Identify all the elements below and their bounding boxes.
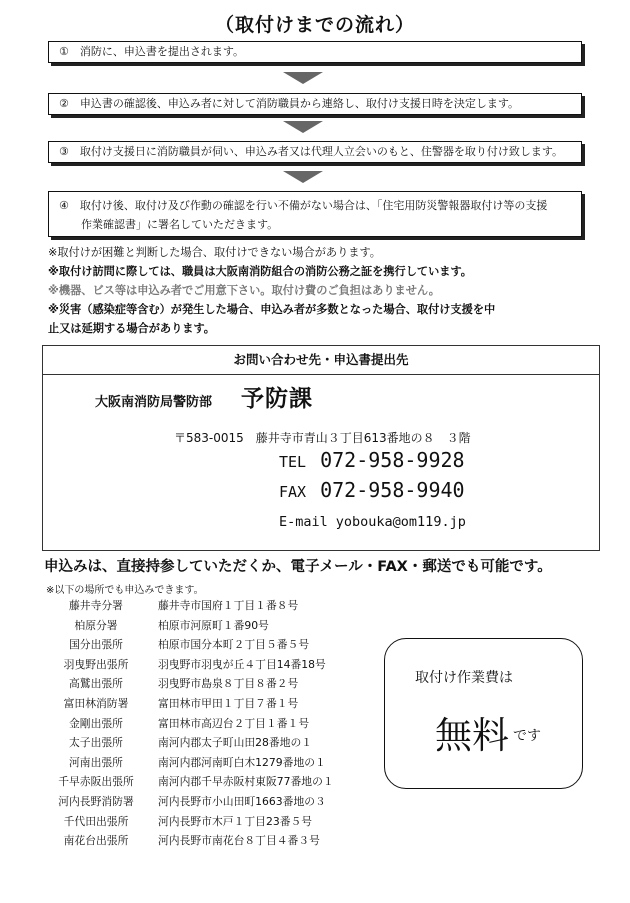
office-address: 富田林市高辺台２丁目１番１号 xyxy=(158,716,310,730)
flow-step-1 xyxy=(48,41,582,63)
flow-step-4-text-line-2: 作業確認書」に署名していただきます。 xyxy=(59,218,279,231)
fee-label: 取付け作業費は xyxy=(415,670,513,686)
fax-line xyxy=(279,478,465,502)
page-title: （取付けまでの流れ） xyxy=(214,14,415,36)
office-name: 河内長野消防署 xyxy=(58,794,134,808)
fee-desu: です xyxy=(513,728,541,744)
flow-step-2-text: ② 申込書の確認後、申込み者に対して消防職員から連絡し、取付け支援日時を決定します。 xyxy=(59,97,519,110)
flow-step-2 xyxy=(48,93,582,115)
office-address: 河内長野市南花台８丁目４番３号 xyxy=(158,834,320,848)
office-name: 千代田出張所 xyxy=(63,814,129,828)
note-2: ※取付け訪問に際しては、職員は大阪南消防組合の消防公務之証を携行しています。 xyxy=(48,265,472,278)
flow-step-4-text-line-1: ④ 取付け後、取付け及び作動の確認を行い不備がない場合は、「住宅用防災警報器取付け等の支援 xyxy=(59,199,548,212)
office-address: 河内長野市木戸１丁目23番５号 xyxy=(158,814,313,828)
section-name: 予防課 xyxy=(241,386,313,412)
application-method: 申込みは、直接持参していただくか、電子メール・FAX・郵送でも可能です。 xyxy=(44,559,552,575)
office-name: 千早赤阪出張所 xyxy=(58,775,134,789)
email-address[interactable]: yobouka@om119.jp xyxy=(335,514,466,530)
office-address: 柏原市国分本町２丁目５番５号 xyxy=(158,638,310,652)
office-name: 南花台出張所 xyxy=(63,834,129,848)
office-address: 柏原市河原町１番90号 xyxy=(158,618,269,632)
flow-step-4 xyxy=(48,191,582,237)
down-arrow-icon xyxy=(283,72,323,84)
department-name: 大阪南消防局警防部 xyxy=(95,395,213,410)
office-address: 南河内郡河南町白木1279番地の１ xyxy=(158,755,326,769)
office-address: 富田林市甲田１丁目７番１号 xyxy=(158,696,299,710)
office-name: 高鷲出張所 xyxy=(69,677,123,691)
office-name: 藤井寺分署 xyxy=(69,599,123,612)
office-address: 南河内郡千早赤阪村東阪77番地の１ xyxy=(158,775,334,789)
contact-address: 〒583-0015 藤井寺市青山３丁目613番地の８ ３階 xyxy=(174,431,471,445)
email-label: E-mail xyxy=(279,514,328,530)
office-address: 南河内郡太子町山田28番地の１ xyxy=(158,736,313,750)
office-address: 河内長野市小山田町1663番地の３ xyxy=(158,794,326,808)
fee-box xyxy=(384,638,583,789)
down-arrow-icon xyxy=(283,171,323,183)
tel-line xyxy=(279,448,465,472)
office-address: 藤井寺市国府１丁目１番８号 xyxy=(158,599,299,612)
note-4: ※災害（感染症等含む）が発生した場合、申込み者が多数となった場合、取付け支援を中 xyxy=(48,303,496,316)
office-name: 国分出張所 xyxy=(69,638,123,652)
fax-label: FAX xyxy=(279,483,307,501)
office-name: 富田林消防署 xyxy=(63,696,129,710)
office-address: 羽曳野市羽曳が丘４丁目14番18号 xyxy=(158,657,326,671)
office-name: 柏原分署 xyxy=(74,618,118,632)
fee-free: 無料 xyxy=(435,714,509,757)
flow-step-3-text: ③ 取付け支援日に消防職員が伺い、申込み者又は代理人立会いのもと、住警器を取り付け致します。 xyxy=(59,145,563,158)
flow-step-3 xyxy=(48,141,582,163)
note-5: 止又は延期する場合があります。 xyxy=(48,322,215,335)
note-1: ※取付けが困難と判断した場合、取付けできない場合があります。 xyxy=(48,246,381,259)
other-places-note: ※以下の場所でも申込みできます。 xyxy=(46,585,204,596)
tel-label: TEL xyxy=(279,453,307,471)
fax-number: 072-958-9940 xyxy=(320,478,465,502)
contact-heading: お問い合わせ先・申込書提出先 xyxy=(43,346,599,375)
office-name: 羽曳野出張所 xyxy=(63,657,129,671)
flow-step-1-text: ① 消防に、申込書を提出されます。 xyxy=(59,45,244,58)
down-arrow-icon xyxy=(283,121,323,133)
office-name: 河南出張所 xyxy=(69,755,123,769)
office-name: 金剛出張所 xyxy=(69,716,123,730)
note-3: ※機器、ビス等は申込み者でご用意下さい。取付け費のご負担はありません。 xyxy=(48,284,440,297)
contact-box xyxy=(42,345,600,551)
tel-number[interactable]: 072-958-9928 xyxy=(320,448,465,472)
notes xyxy=(48,243,588,338)
office-name: 太子出張所 xyxy=(69,736,123,750)
email-line xyxy=(279,514,466,530)
office-address: 羽曳野市島泉８丁目８番２号 xyxy=(158,677,299,691)
